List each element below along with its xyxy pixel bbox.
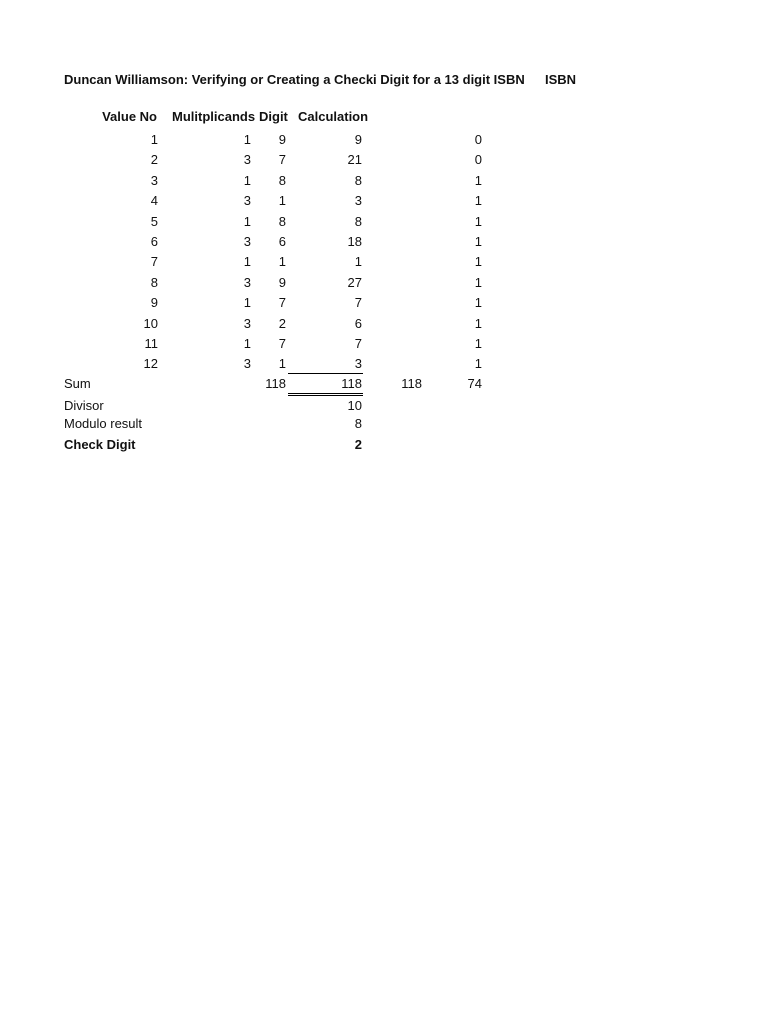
header-value-no: Value No: [102, 109, 157, 124]
cell-isbn-digit: 0: [474, 132, 482, 147]
cell-digit: 7: [278, 152, 286, 167]
check-digit-label: Check Digit: [64, 437, 136, 452]
cell-digit: 7: [278, 295, 286, 310]
isbn-header: ISBN: [545, 72, 577, 87]
cell-calculation: 7: [354, 336, 362, 351]
header-digit: Digit: [259, 109, 288, 124]
cell-calculation: 18: [347, 234, 362, 249]
cell-value-no: 1: [150, 132, 158, 147]
cell-isbn-digit: 1: [474, 193, 482, 208]
cell-isbn-digit: 1: [474, 214, 482, 229]
cell-isbn-digit: 0: [474, 152, 482, 167]
cell-multiplicand: 3: [243, 275, 251, 290]
cell-isbn-digit: 1: [474, 275, 482, 290]
cell-multiplicand: 3: [243, 152, 251, 167]
divisor-label: Divisor: [64, 398, 104, 413]
cell-value-no: 3: [150, 173, 158, 188]
divisor-value: 10: [347, 398, 362, 413]
cell-isbn-digit: 1: [474, 254, 482, 269]
cell-value-no: 2: [150, 152, 158, 167]
cell-isbn-digit: 1: [474, 234, 482, 249]
cell-value-no: 5: [150, 214, 158, 229]
cell-value-no: 4: [150, 193, 158, 208]
sum-digit: 118: [265, 376, 286, 391]
cell-calculation: 27: [347, 275, 362, 290]
cell-calculation: 21: [347, 152, 362, 167]
cell-calculation: 9: [354, 132, 362, 147]
cell-digit: 6: [278, 234, 286, 249]
cell-multiplicand: 1: [243, 295, 251, 310]
header-calculation: Calculation: [298, 109, 369, 124]
cell-digit: 2: [278, 316, 286, 331]
header-multiplicands: Mulitplicands: [172, 109, 256, 124]
sum-double-underline: [288, 393, 363, 396]
cell-value-no: 8: [150, 275, 158, 290]
cell-multiplicand: 1: [243, 254, 251, 269]
sum-isbn: 74: [467, 376, 482, 391]
cell-calculation: 1: [354, 254, 362, 269]
cell-isbn-digit: 1: [474, 316, 482, 331]
cell-multiplicand: 3: [243, 193, 251, 208]
cell-calculation: 8: [354, 173, 362, 188]
cell-multiplicand: 1: [243, 336, 251, 351]
cell-calculation: 6: [354, 316, 362, 331]
cell-digit: 1: [278, 193, 286, 208]
modulo-value: 8: [354, 416, 362, 431]
cell-calculation: 8: [354, 214, 362, 229]
modulo-label: Modulo result: [64, 416, 143, 431]
sum-extra: 118: [401, 376, 422, 391]
cell-multiplicand: 3: [243, 234, 251, 249]
cell-value-no: 7: [150, 254, 158, 269]
cell-multiplicand: 1: [243, 173, 251, 188]
cell-digit: 1: [278, 356, 286, 371]
cell-value-no: 11: [144, 336, 158, 351]
cell-multiplicand: 3: [243, 356, 251, 371]
cell-value-no: 9: [150, 295, 158, 310]
cell-digit: 7: [278, 336, 286, 351]
cell-value-no: 12: [143, 356, 158, 371]
sum-calculation: 118: [341, 376, 362, 391]
cell-multiplicand: 1: [243, 132, 251, 147]
cell-isbn-digit: 1: [474, 336, 482, 351]
cell-isbn-digit: 1: [474, 295, 482, 310]
cell-digit: 9: [278, 275, 286, 290]
cell-multiplicand: 1: [243, 214, 251, 229]
cell-isbn-digit: 1: [474, 173, 482, 188]
cell-digit: 9: [278, 132, 286, 147]
cell-calculation: 3: [354, 193, 362, 208]
cell-calculation: 3: [354, 356, 362, 371]
cell-digit: 8: [278, 173, 286, 188]
check-digit-value: 2: [354, 437, 362, 452]
cell-value-no: 10: [143, 316, 158, 331]
cell-digit: 1: [278, 254, 286, 269]
cell-value-no: 6: [150, 234, 158, 249]
sheet-title: Duncan Williamson: Verifying or Creating a Checki Digit for a 13 digit ISBN: [64, 72, 525, 87]
calculation-underline: [288, 373, 363, 374]
cell-calculation: 7: [354, 295, 362, 310]
sum-label: Sum: [64, 376, 91, 391]
cell-isbn-digit: 1: [474, 356, 482, 371]
cell-multiplicand: 3: [243, 316, 251, 331]
cell-digit: 8: [278, 214, 286, 229]
